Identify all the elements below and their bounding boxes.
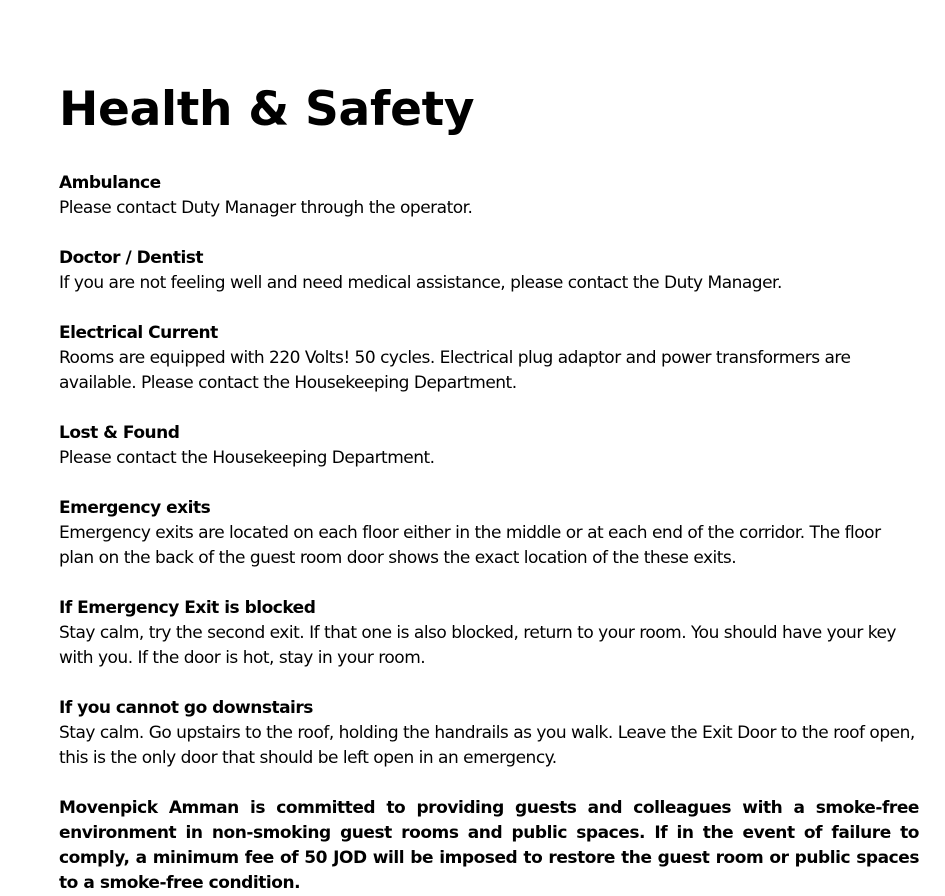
- section-heading: Lost & Found: [59, 423, 180, 443]
- section-heading: Doctor / Dentist: [59, 248, 204, 268]
- section-cannot-go-downstairs: [59, 696, 919, 771]
- section-heading: If Emergency Exit is blocked: [59, 598, 316, 618]
- section-text: Emergency exits are located on each floor either in the middle or at each end of the corridor. The floor plan on the back of the guest room door shows the exact location of the these exits.: [59, 523, 881, 568]
- section-exit-blocked: [59, 596, 919, 671]
- page-title: Health & Safety: [59, 82, 475, 137]
- section-heading: Electrical Current: [59, 323, 218, 343]
- section-text: Please contact the Housekeeping Department.: [59, 448, 435, 468]
- section-text: Rooms are equipped with 220 Volts! 50 cycles. Electrical plug adaptor and power transformers are available. Please contact the Housekeeping Department.: [59, 348, 851, 393]
- section-electrical-current: [59, 321, 919, 396]
- section-text: Please contact Duty Manager through the operator.: [59, 198, 473, 218]
- section-text: Stay calm, try the second exit. If that one is also blocked, return to your room. You should have your key with you. If the door is hot, stay in your room.: [59, 623, 896, 668]
- section-ambulance: [59, 171, 919, 221]
- section-emergency-exits: [59, 496, 919, 571]
- section-doctor-dentist: [59, 246, 919, 296]
- section-heading: If you cannot go downstairs: [59, 698, 313, 718]
- document-page: [59, 80, 919, 896]
- sections-list: [59, 171, 919, 896]
- smoke-free-notice: Movenpick Amman is committed to providing guests and colleagues with a smoke-free environment in non-smoking guest rooms and public spaces. If in the event of failure to comply, a minimum fee of 50 JOD will be imposed to restore the guest room or public spaces to a smoke-free condition.: [59, 798, 919, 893]
- section-heading: Ambulance: [59, 173, 161, 193]
- section-text: If you are not feeling well and need medical assistance, please contact the Duty Manager.: [59, 273, 782, 293]
- section-text: Stay calm. Go upstairs to the roof, holding the handrails as you walk. Leave the Exit Door to the roof open, this is the only door that should be left open in an emergency.: [59, 723, 915, 768]
- section-lost-found: [59, 421, 919, 471]
- section-heading: Emergency exits: [59, 498, 211, 518]
